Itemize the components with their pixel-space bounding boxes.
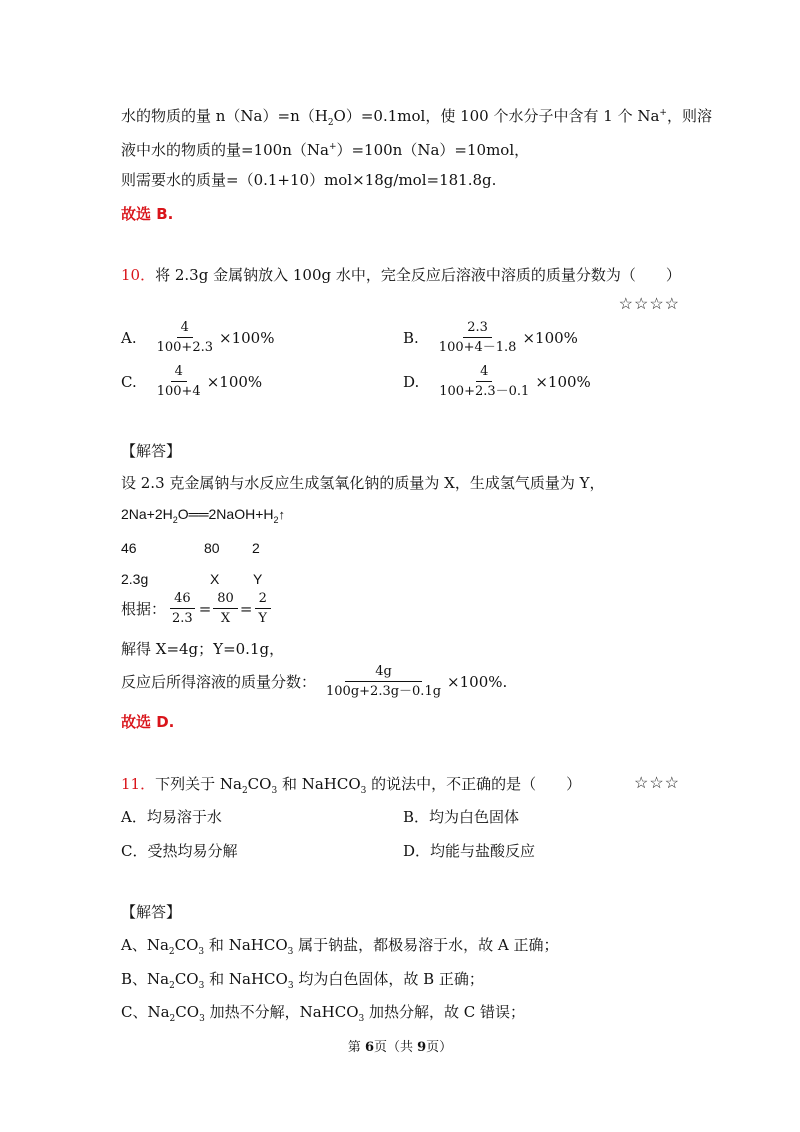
q10-option-c-fraction: $\frac{4}{100+4}$: [156, 364, 201, 399]
q11-option-b: B．均为白色固体: [403, 808, 520, 826]
sol10-answer: 故选 D.: [121, 713, 175, 731]
q10-option-b: B. $\frac{2.3}{100+4-1.8}$ ×100%: [403, 320, 578, 355]
q11-option-c: C．受热均易分解: [121, 842, 238, 860]
intro-answer: 故选 B.: [121, 205, 174, 223]
sol10-mass-fraction: 反应后所得溶液的质量分数： $\frac{4g}{100g+2.3g-0.1g}$ ×100%.: [121, 664, 508, 699]
intro-line-3: 则需要水的质量=（0.1+10）mol×18g/mol=181.8g.: [121, 171, 497, 189]
q10-difficulty-stars: ☆☆☆☆: [618, 294, 680, 313]
sol11-line-a: A、$Na_2CO_3$ 和 NaHCO$_3$ 属于钠盐，都极易溶于水，故 A 正确；: [121, 936, 559, 957]
sol11-line-c: C、$Na_2CO_3$ 加热不分解，NaHCO$_3$ 加热分解，故 C 错误；: [121, 1003, 526, 1024]
sol10-proportion: 根据： $\frac{46}{2.3}$ = $\frac{80}{X}$ = $\frac{2}{Y}$: [121, 591, 273, 626]
sol10-heading: 【解答】: [121, 442, 182, 460]
q10-option-c: C. $\frac{4}{100+4}$ ×100%: [121, 364, 263, 399]
sol10-ratio-row-2: 2.3g X Y: [121, 571, 263, 587]
sol10-ratio-row-1: 46 80 2: [121, 540, 260, 556]
q10-option-a-fraction: $\frac{4}{100+2.3}$: [156, 320, 213, 355]
q10-option-d-fraction: $\frac{4}{100+2.3-0.1}$: [439, 364, 530, 399]
page-footer: 第 6页（共 9页）: [347, 1040, 453, 1055]
sol11-heading: 【解答】: [121, 903, 182, 921]
q11-difficulty-stars: ☆☆☆: [633, 773, 680, 792]
q11-option-a: A．均易溶于水: [121, 808, 222, 826]
intro-line-1: 水的物质的量 $n(Na)=n(H_2O)=0.1mol$，使 100 个水分子中含有 1 个 Na+，则溶: [121, 107, 712, 128]
total-page-count: 9: [417, 1040, 427, 1055]
sol10-solve: 解得 X=4g；Y=0.1g，: [121, 640, 285, 658]
q11-option-d: D．均能与盐酸反应: [403, 842, 536, 860]
sol11-line-b: B、$Na_2CO_3$ 和 NaHCO$_3$ 均为白色固体，故 B 正确；: [121, 970, 484, 991]
intro-line-2: 液中水的物质的量=100n（Na+）=100n（Na）=10mol，: [121, 141, 530, 159]
q10-option-b-fraction: $\frac{2.3}{100+4-1.8}$: [438, 320, 517, 355]
sol10-equation: $2Na+2H_2O══2NaOH+H_2↑$: [121, 506, 285, 525]
sol10-line-1: 设 2.3 克金属钠与水反应生成氢氧化钠的质量为 X，生成氢气质量为 Y，: [121, 474, 605, 492]
current-page-number: 6: [364, 1040, 374, 1055]
q10-option-d: D. $\frac{4}{100+2.3-0.1}$ ×100%: [403, 364, 591, 399]
q11-number: 11．: [121, 775, 156, 793]
q10-number: 10．: [121, 266, 156, 284]
q11-stem: 11．下列关于 $Na_2CO_3$ 和 NaHCO$_3$ 的说法中，不正确的是（ ）: [121, 775, 582, 796]
q10-option-a: A. $\frac{4}{100+2.3}$ ×100%: [121, 320, 275, 355]
q10-stem: 10．将 2.3g 金属钠放入 100g 水中，完全反应后溶液中溶质的质量分数为（ ）: [121, 266, 681, 284]
